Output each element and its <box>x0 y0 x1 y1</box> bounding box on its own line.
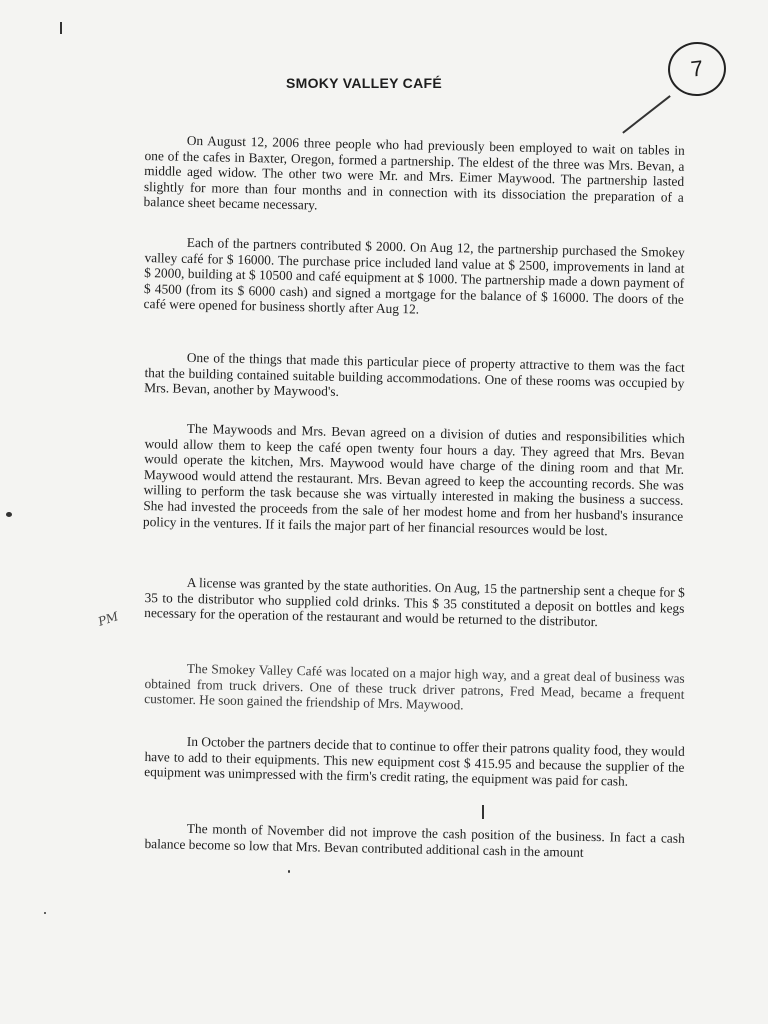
paragraph-8: The month of November did not improve the cash position of the business. In fact a cash balance become so low that Mrs. Bevan contributed additional cash in the amount <box>144 820 685 860</box>
paragraph-7: In October the partners decide that to continue to offer their patrons quality food, they would have to add to their equipments. This new equipment cost $ 415.95 and because the supplier of the equipment was unimpressed with the firm's credit rating, the equipment was paid for cash. <box>144 733 685 789</box>
paragraph-5: A license was granted by the state authorities. On Aug, 15 the partnership sent a cheque for $ 35 to the distributor who supplied cold drinks. This $ 35 constituted a deposit on bottles and kegs necessary for the operation of the restaurant and would be returned to the distributor. <box>144 574 685 630</box>
paragraph-4: The Maywoods and Mrs. Bevan agreed on a division of duties and responsibilities which would allow them to keep the café open twenty four hours a day. They agreed that Mrs. Bevan would operate the kitchen, Mrs. Maywood would have charge of the dining room and that Mr. Maywood would attend the restaurant. Mrs. Bevan agreed to keep the accounting records. She was willing to perform the task because she was virtually interested in making the business a success. She had invested the proceeds from the sale of her modest home and from her husband's insurance policy in the ventures. If it fails the major part of her financial resources would be lost. <box>142 420 685 538</box>
scan-artifact-line <box>482 805 484 819</box>
scan-artifact-dot <box>6 512 12 517</box>
page-number: 7 <box>689 55 705 82</box>
paragraph-2: Each of the partners contributed $ 2000. On Aug 12, the partnership purchased the Smokey valley café for $ 16000. The purchase price included land value at $ 2500, improvements in land at $ 2000, building at $ 10500 and café equipment at $ 1000. The partnership made a down payment of $ 4500 (from its $ 6000 cash) and signed a mortgage for the balance of $ 16000. The doors of the café were opened for business shortly after Aug 12. <box>143 234 685 317</box>
margin-handwritten-note: PM <box>96 609 121 629</box>
document-title: SMOKY VALLEY CAFÉ <box>285 75 442 91</box>
scan-artifact-dot <box>288 870 290 873</box>
page-number-pen-stroke <box>622 95 670 133</box>
paragraph-3: One of the things that made this particular piece of property attractive to them was the fact that the building contained suitable building accommodations. One of these rooms was occupied by Mrs. Bevan, another by Maywood's. <box>144 349 685 400</box>
paragraph-6: The Smokey Valley Café was located on a major high way, and a great deal of business was obtained from truck drivers. One of these truck driver patrons, Fred Mead, became a frequent customer. He soon gained the friendship of Mrs. Maywood. <box>144 660 685 713</box>
paragraph-1: On August 12, 2006 three people who had previously been employed to wait on tables in one of the cafes in Baxter, Oregon, formed a partnership. The eldest of the three was Mrs. Bevan, a middle aged widow. The other two were Mr. and Mrs. Eimer Maywood. The partnership lasted slightly for more than four months and in connection with its dissociation the preparation of a balance sheet became necessary. <box>143 132 685 213</box>
scan-artifact-line <box>60 22 62 34</box>
scan-artifact-dot <box>44 912 46 914</box>
